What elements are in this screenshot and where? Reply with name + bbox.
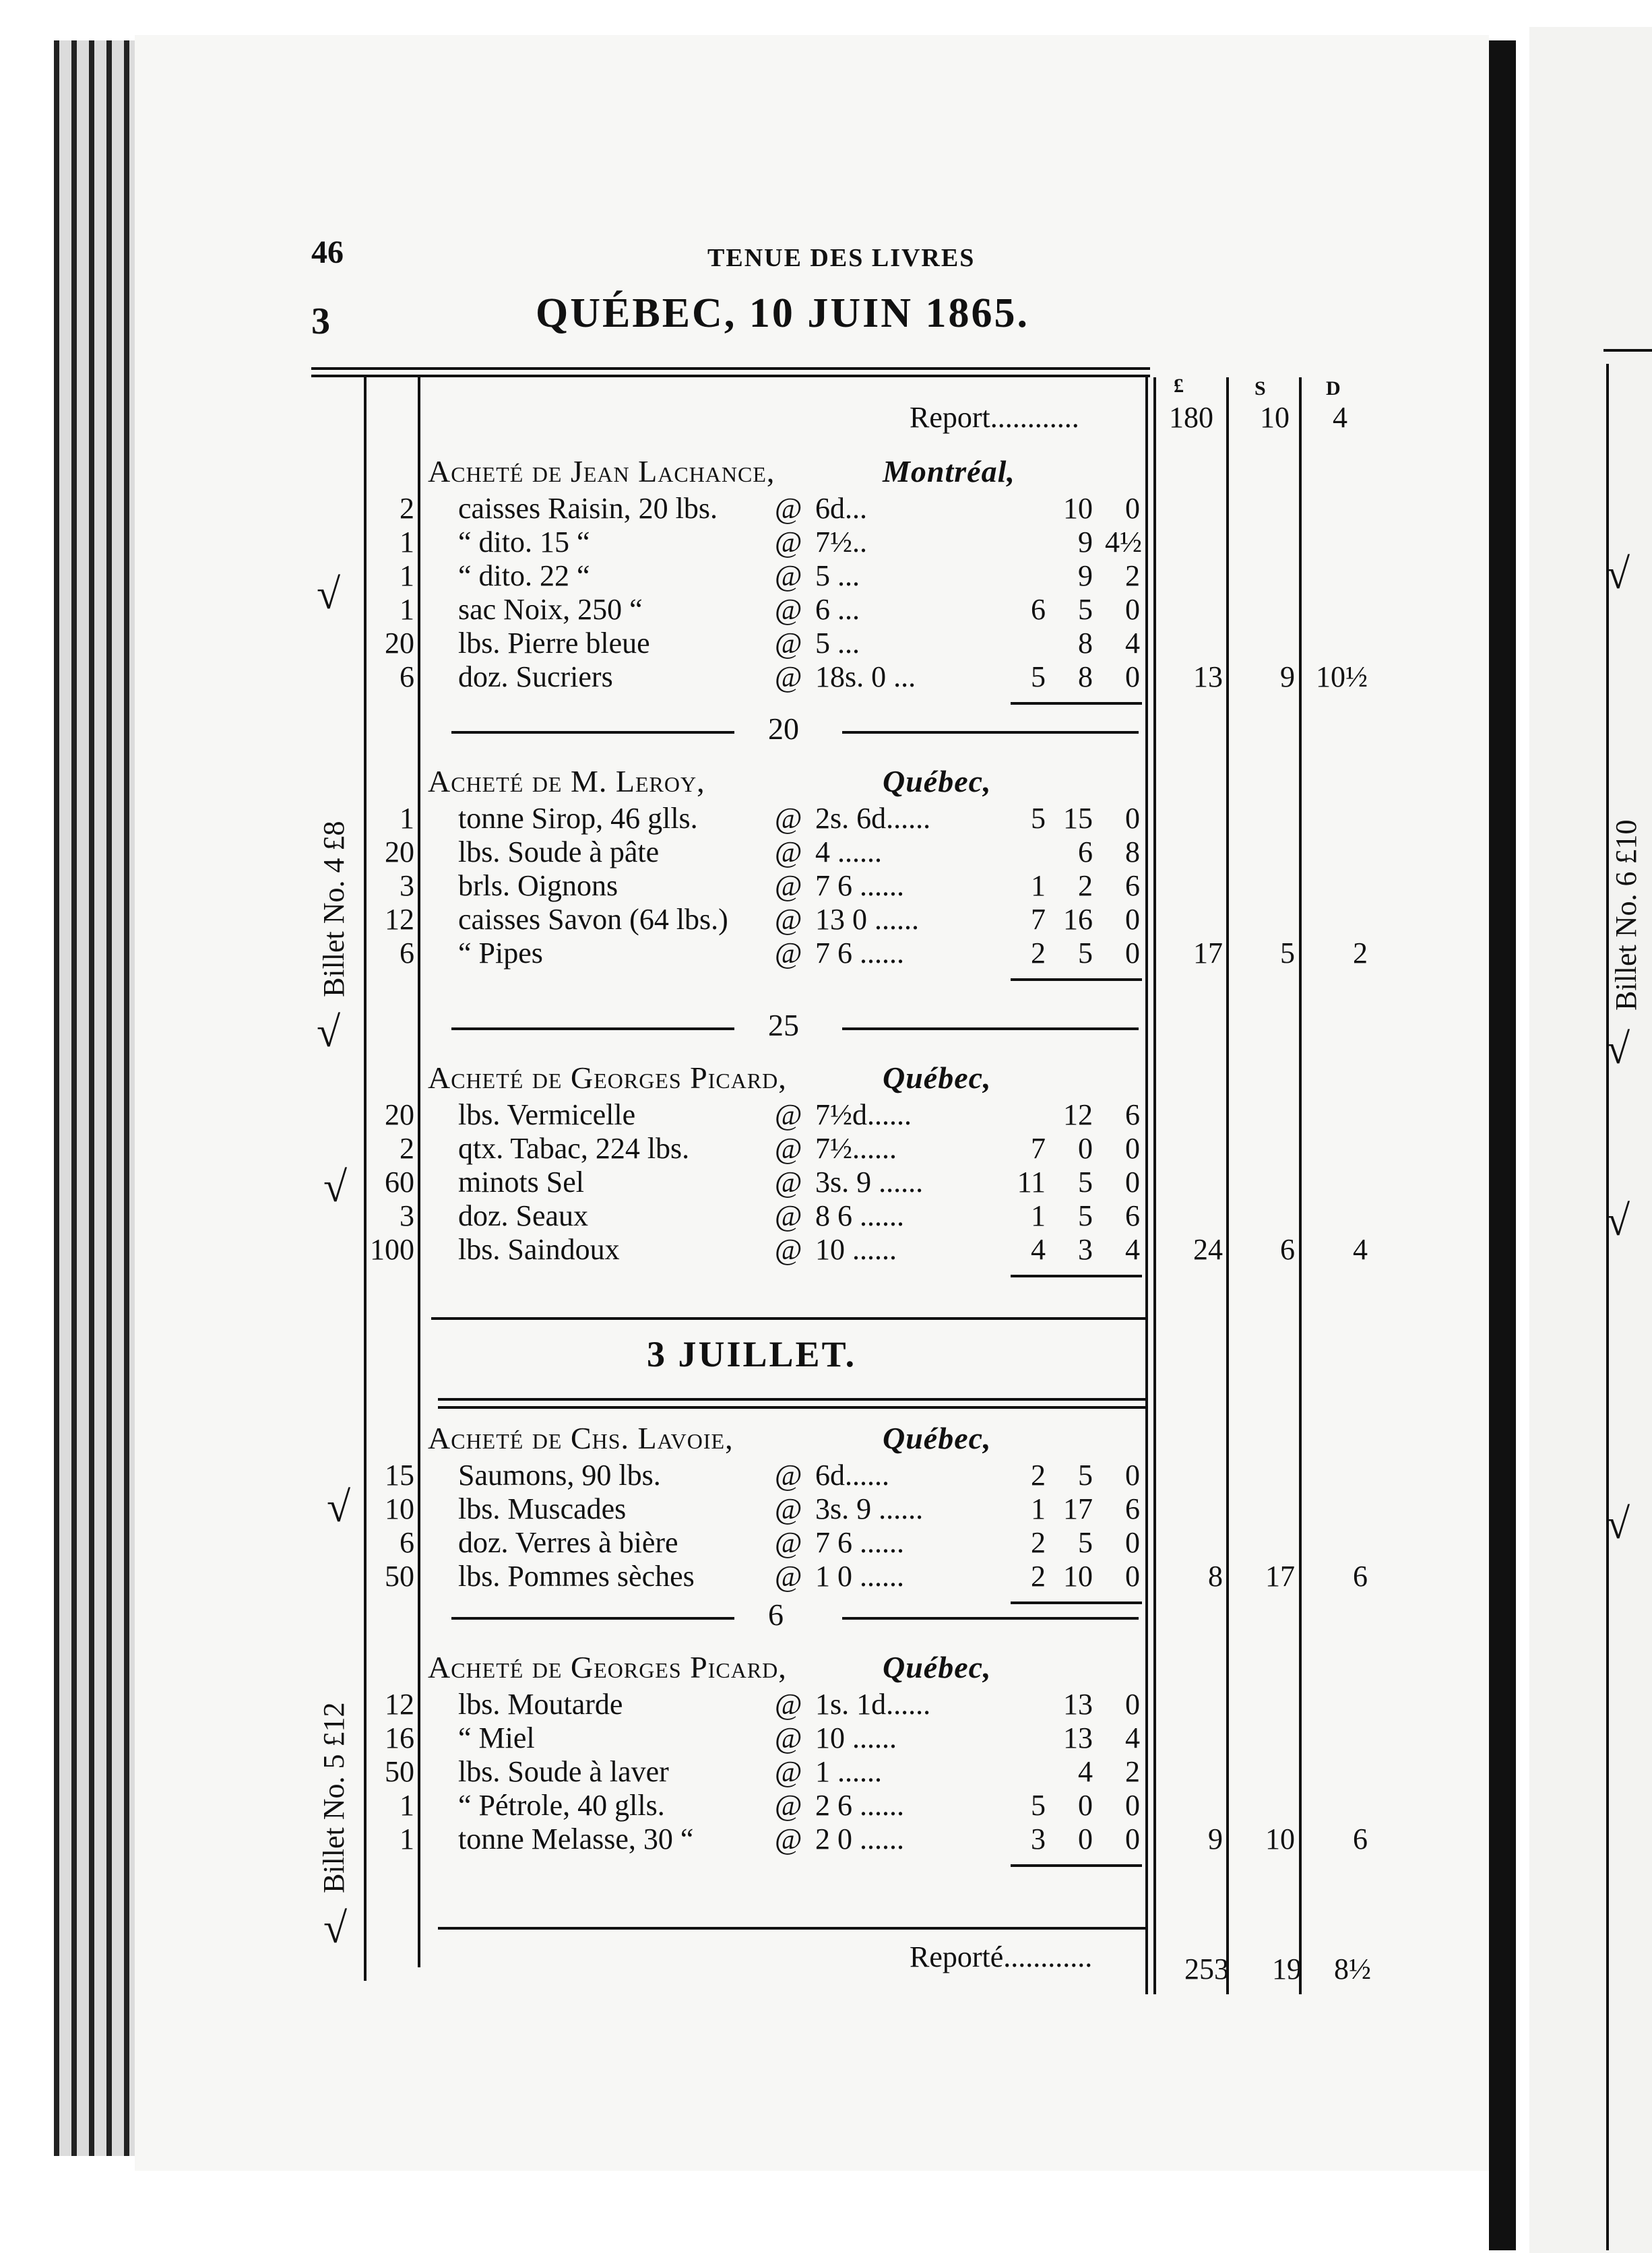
item-description: “ Pipes [458, 937, 543, 970]
item-shillings: 3 [1078, 1233, 1093, 1266]
divider-rule-left [451, 1027, 734, 1030]
divider-day: 6 [768, 1597, 784, 1632]
item-pounds: 11 [1017, 1166, 1046, 1199]
item-pounds: 1 [1031, 869, 1046, 902]
item-description: Saumons, 90 lbs. [458, 1459, 661, 1492]
vendor-place: Québec, [883, 1650, 992, 1684]
page-number: 46 [311, 234, 344, 270]
item-pence: 2 [1125, 559, 1140, 592]
item-shillings: 15 [1063, 802, 1093, 835]
unit-price: 1s. 1d...... [815, 1688, 931, 1721]
unit-price: 2 6 ...... [815, 1789, 904, 1822]
item-description: lbs. Saindoux [458, 1233, 620, 1266]
divider-rule-left [451, 731, 734, 734]
section-total-pence: 6 [1353, 1560, 1368, 1593]
section-total-pounds: 24 [1193, 1233, 1223, 1266]
at-sign: @ [775, 627, 802, 660]
item-shillings: 6 [1078, 835, 1093, 868]
item-pounds: 7 [1031, 1132, 1046, 1165]
unit-price: 7 6 ...... [815, 937, 904, 970]
item-pence: 0 [1125, 1822, 1140, 1855]
divider-rule-right [842, 731, 1139, 734]
item-shillings: 9 [1078, 559, 1093, 592]
divider-rule-right [842, 1617, 1139, 1620]
at-sign: @ [775, 802, 802, 835]
item-pence: 0 [1125, 1166, 1140, 1199]
subtotal-rule [1011, 702, 1142, 705]
at-sign: @ [775, 1755, 802, 1788]
item-description: “ Miel [458, 1721, 535, 1754]
section-total-pounds: 13 [1193, 660, 1223, 693]
item-description: qtx. Tabac, 224 lbs. [458, 1132, 690, 1165]
running-title: TENUE DES LIVRES [707, 244, 976, 272]
item-shillings: 5 [1078, 1459, 1093, 1492]
checkmark-icon: √ [1606, 1197, 1630, 1244]
item-description: tonne Melasse, 30 “ [458, 1822, 694, 1855]
item-pounds: 5 [1031, 660, 1046, 693]
item-description: caisses Savon (64 lbs.) [458, 903, 728, 936]
item-pounds: 1 [1031, 1199, 1046, 1232]
item-quantity: 1 [400, 559, 414, 592]
item-description: doz. Seaux [458, 1199, 589, 1232]
heading-rule-top [431, 1317, 1145, 1320]
item-shillings: 8 [1078, 660, 1093, 693]
vendor-place: Montréal, [883, 454, 1015, 488]
item-pounds: 7 [1031, 903, 1046, 936]
item-pence: 0 [1125, 1688, 1140, 1721]
unit-price: 7 6 ...... [815, 1526, 904, 1559]
section-total-shillings: 6 [1280, 1233, 1295, 1266]
checkmark-icon: √ [1606, 1025, 1630, 1073]
item-pounds: 2 [1031, 1560, 1046, 1593]
item-pence: 8 [1125, 835, 1140, 868]
at-sign: @ [775, 1132, 802, 1165]
item-shillings: 0 [1078, 1132, 1093, 1165]
unit-price: 6 ... [815, 593, 860, 626]
item-quantity: 20 [385, 1098, 414, 1131]
unit-price: 6d...... [815, 1459, 889, 1492]
section-total-pence: 10½ [1316, 660, 1368, 693]
item-description: lbs. Soude à laver [458, 1755, 669, 1788]
item-description: lbs. Soude à pâte [458, 835, 660, 868]
billet-5-note: Billet No. 5 £12 [317, 1702, 350, 1893]
item-description: lbs. Muscades [458, 1492, 627, 1525]
item-pence: 0 [1125, 1560, 1140, 1593]
at-sign: @ [775, 1560, 802, 1593]
reporte-label: Reporté............ [910, 1940, 1093, 1973]
item-pounds: 2 [1031, 937, 1046, 970]
subtotal-rule [1011, 978, 1142, 981]
item-pence: 0 [1125, 937, 1140, 970]
item-quantity: 6 [400, 660, 414, 693]
checkmark-icon: √ [317, 570, 341, 618]
item-description: sac Noix, 250 “ [458, 593, 643, 626]
item-description: “ Pétrole, 40 glls. [458, 1789, 665, 1822]
checkmark-icon: √ [317, 1008, 341, 1056]
item-pounds: 2 [1031, 1526, 1046, 1559]
item-quantity: 3 [400, 869, 414, 902]
item-shillings: 8 [1078, 627, 1093, 660]
unit-price: 1 ...... [815, 1755, 882, 1788]
item-shillings: 17 [1063, 1492, 1093, 1525]
section-total-shillings: 10 [1265, 1822, 1295, 1855]
item-description: “ dito. 22 “ [458, 559, 590, 592]
checkmark-icon: √ [323, 1163, 348, 1211]
item-description: lbs. Pommes sèches [458, 1560, 695, 1593]
item-shillings: 13 [1063, 1721, 1093, 1754]
vendor-place: Québec, [883, 1421, 992, 1455]
item-quantity: 6 [400, 937, 414, 970]
item-pence: 0 [1125, 593, 1140, 626]
at-sign: @ [775, 903, 802, 936]
section-total-pounds: 17 [1193, 937, 1223, 970]
item-shillings: 5 [1078, 937, 1093, 970]
at-sign: @ [775, 1166, 802, 1199]
at-sign: @ [775, 1789, 802, 1822]
section-total-pence: 2 [1353, 937, 1368, 970]
item-pounds: 3 [1031, 1822, 1046, 1855]
section-total-pence: 4 [1353, 1233, 1368, 1266]
item-pence: 4 [1125, 1233, 1140, 1266]
unit-price: 10 ...... [815, 1233, 897, 1266]
vendor-place: Québec, [883, 764, 992, 798]
item-quantity: 50 [385, 1755, 414, 1788]
item-pounds: 1 [1031, 1492, 1046, 1525]
item-shillings: 9 [1078, 526, 1093, 559]
item-shillings: 13 [1063, 1688, 1093, 1721]
at-sign: @ [775, 1822, 802, 1855]
item-pence: 6 [1125, 1199, 1140, 1232]
item-quantity: 12 [385, 903, 414, 936]
item-pounds: 2 [1031, 1459, 1046, 1492]
unit-price: 13 0 ...... [815, 903, 919, 936]
subtotal-rule [1011, 1864, 1142, 1867]
at-sign: @ [775, 1526, 802, 1559]
divider-rule-left [451, 1617, 734, 1620]
item-description: lbs. Pierre bleue [458, 627, 650, 660]
at-sign: @ [775, 1688, 802, 1721]
item-pence: 6 [1125, 869, 1140, 902]
at-sign: @ [775, 526, 802, 559]
item-pounds: 6 [1031, 593, 1046, 626]
item-description: lbs. Moutarde [458, 1688, 623, 1721]
item-pounds: 5 [1031, 1789, 1046, 1822]
item-pence: 2 [1125, 1755, 1140, 1788]
item-pence: 4 [1125, 627, 1140, 660]
item-quantity: 1 [400, 802, 414, 835]
subtotal-rule [1011, 1601, 1142, 1604]
unit-price: 7½...... [815, 1132, 897, 1165]
billet-6-note: Billet No. 6 £10 [1610, 819, 1643, 1011]
item-quantity: 1 [400, 1789, 414, 1822]
section-total-pounds: 9 [1208, 1822, 1223, 1855]
item-pence: 4 [1125, 1721, 1140, 1754]
billet-4-note: Billet No. 4 £8 [317, 821, 350, 997]
checkmark-icon: √ [327, 1483, 351, 1531]
item-quantity: 2 [400, 492, 414, 525]
at-sign: @ [775, 1459, 802, 1492]
item-pence: 0 [1125, 903, 1140, 936]
heading-rule-bottom [438, 1398, 1145, 1401]
item-quantity: 1 [400, 593, 414, 626]
item-shillings: 0 [1078, 1822, 1093, 1855]
unit-price: 8 6 ...... [815, 1199, 904, 1232]
item-pence: 0 [1125, 1789, 1140, 1822]
item-pence: 0 [1125, 802, 1140, 835]
at-sign: @ [775, 1199, 802, 1232]
item-quantity: 2 [400, 1132, 414, 1165]
unit-price: 2s. 6d...... [815, 802, 931, 835]
vendor-name: Acheté de Georges Picard, [428, 1650, 787, 1684]
item-quantity: 20 [385, 627, 414, 660]
item-description: doz. Verres à bière [458, 1526, 678, 1559]
reporte-pence: 8½ [1334, 1953, 1371, 1986]
item-description: caisses Raisin, 20 lbs. [458, 492, 718, 525]
item-shillings: 5 [1078, 1199, 1093, 1232]
item-shillings: 5 [1078, 593, 1093, 626]
at-sign: @ [775, 559, 802, 592]
at-sign: @ [775, 869, 802, 902]
entry-number: 3 [311, 300, 330, 342]
item-quantity: 6 [400, 1526, 414, 1559]
unit-price: 5 ... [815, 559, 860, 592]
section-total-pence: 6 [1353, 1822, 1368, 1855]
report-shillings: 10 [1260, 401, 1290, 434]
at-sign: @ [775, 1721, 802, 1754]
unit-price: 18s. 0 ... [815, 660, 916, 693]
at-sign: @ [775, 660, 802, 693]
item-pence: 6 [1125, 1492, 1140, 1525]
item-shillings: 2 [1078, 869, 1093, 902]
unit-price: 2 0 ...... [815, 1822, 904, 1855]
date-heading: 3 JUILLET. [647, 1334, 857, 1374]
at-sign: @ [775, 835, 802, 868]
item-quantity: 100 [370, 1233, 414, 1266]
at-sign: @ [775, 593, 802, 626]
item-pounds: 4 [1031, 1233, 1046, 1266]
unit-price: 1 0 ...... [815, 1560, 904, 1593]
item-quantity: 1 [400, 526, 414, 559]
checkmark-icon: √ [1606, 1500, 1630, 1548]
vendor-name: Acheté de Jean Lachance, [428, 454, 775, 488]
item-quantity: 3 [400, 1199, 414, 1232]
item-pence: 0 [1125, 1526, 1140, 1559]
vendor-name: Acheté de M. Leroy, [428, 764, 705, 798]
item-pence: 0 [1125, 660, 1140, 693]
unit-price: 4 ...... [815, 835, 882, 868]
unit-price: 7½d...... [815, 1098, 912, 1131]
item-shillings: 4 [1078, 1755, 1093, 1788]
item-quantity: 16 [385, 1721, 414, 1754]
section-total-shillings: 9 [1280, 660, 1295, 693]
at-sign: @ [775, 937, 802, 970]
item-quantity: 50 [385, 1560, 414, 1593]
item-shillings: 5 [1078, 1526, 1093, 1559]
at-sign: @ [775, 1233, 802, 1266]
reporte-pounds: 253 [1184, 1953, 1229, 1986]
report-label: Report............ [910, 401, 1079, 434]
checkmark-icon: √ [323, 1904, 348, 1952]
item-quantity: 1 [400, 1822, 414, 1855]
item-quantity: 10 [385, 1492, 414, 1525]
unit-price: 7 6 ...... [815, 869, 904, 902]
item-description: tonne Sirop, 46 glls. [458, 802, 698, 835]
vendor-name: Acheté de Georges Picard, [428, 1060, 787, 1095]
item-pence: 4½ [1105, 526, 1142, 559]
unit-price: 10 ...... [815, 1721, 897, 1754]
report-pounds: 180 [1169, 401, 1213, 434]
item-pence: 0 [1125, 1132, 1140, 1165]
heading-rule-bottom-2 [438, 1406, 1145, 1409]
item-quantity: 60 [385, 1166, 414, 1199]
item-pounds: 5 [1031, 802, 1046, 835]
item-description: lbs. Vermicelle [458, 1098, 636, 1131]
item-quantity: 15 [385, 1459, 414, 1492]
section-total-shillings: 5 [1280, 937, 1295, 970]
item-quantity: 20 [385, 835, 414, 868]
item-pence: 6 [1125, 1098, 1140, 1131]
divider-rule-right [842, 1027, 1139, 1030]
at-sign: @ [775, 1492, 802, 1525]
vendor-name: Acheté de Chs. Lavoie, [428, 1421, 734, 1455]
vendor-place: Québec, [883, 1060, 992, 1095]
item-pence: 0 [1125, 492, 1140, 525]
item-shillings: 5 [1078, 1166, 1093, 1199]
item-description: brls. Oignons [458, 869, 618, 902]
col-pence: D [1326, 377, 1341, 400]
unit-price: 5 ... [815, 627, 860, 660]
unit-price: 6d... [815, 492, 867, 525]
item-shillings: 0 [1078, 1789, 1093, 1822]
reporte-rule [438, 1927, 1145, 1930]
item-description: “ dito. 15 “ [458, 526, 590, 559]
checkmark-icon: √ [1606, 550, 1630, 598]
col-shillings: S [1254, 377, 1266, 400]
item-quantity: 12 [385, 1688, 414, 1721]
subtotal-rule [1011, 1275, 1142, 1277]
divider-day: 20 [768, 711, 799, 746]
item-pence: 0 [1125, 1459, 1140, 1492]
unit-price: 7½.. [815, 526, 867, 559]
item-description: minots Sel [458, 1166, 585, 1199]
col-pounds: £ [1174, 375, 1184, 397]
item-shillings: 10 [1063, 1560, 1093, 1593]
unit-price: 3s. 9 ...... [815, 1492, 924, 1525]
unit-price: 3s. 9 ...... [815, 1166, 924, 1199]
item-shillings: 10 [1063, 492, 1093, 525]
section-total-pounds: 8 [1208, 1560, 1223, 1593]
item-shillings: 16 [1063, 903, 1093, 936]
date-title: QUÉBEC, 10 JUIN 1865. [536, 290, 1030, 336]
section-total-shillings: 17 [1265, 1560, 1295, 1593]
at-sign: @ [775, 1098, 802, 1131]
report-pence: 4 [1333, 401, 1347, 434]
at-sign: @ [775, 492, 802, 525]
item-shillings: 12 [1063, 1098, 1093, 1131]
item-description: doz. Sucriers [458, 660, 613, 693]
divider-day: 25 [768, 1008, 799, 1042]
reporte-shillings: 19 [1272, 1953, 1302, 1986]
